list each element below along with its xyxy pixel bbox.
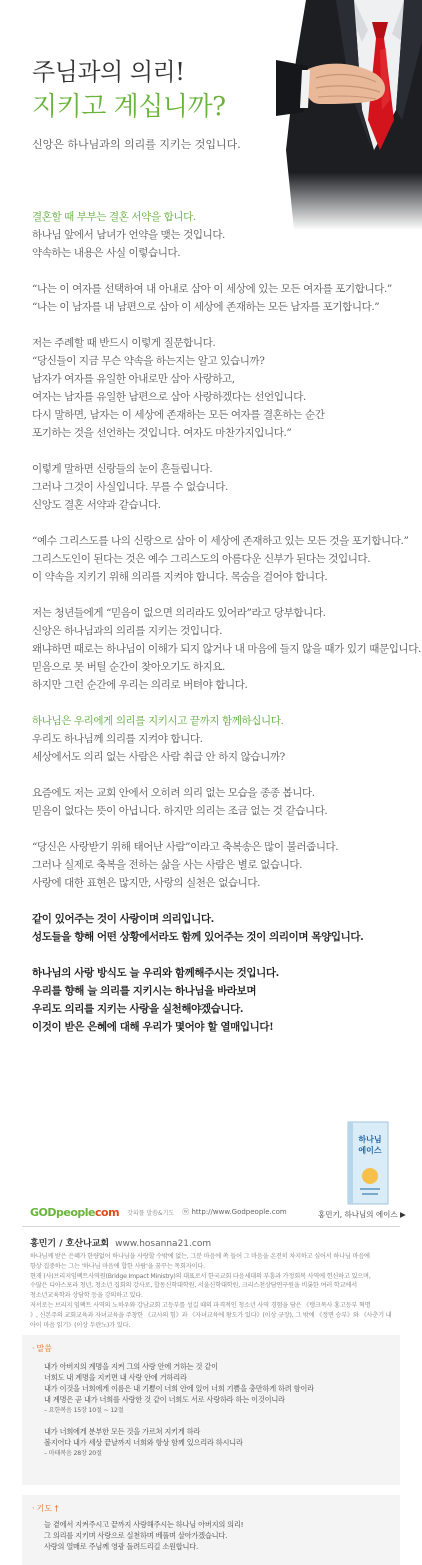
text-line: 왜냐하면 때로는 하나님이 이해가 되지 않거나 내 마음에 들지 않을 때가 있기 때문입니다.: [32, 643, 421, 655]
verse-text: [44, 1361, 314, 1459]
cross-icon: †: [54, 1504, 59, 1513]
text-line: 요즘에도 저는 교회 안에서 오히려 의리 없는 모습을 종종 봅니다.: [32, 787, 315, 799]
author-url-link[interactable]: www.hosanna21.com: [115, 1239, 212, 1249]
prayer-line: 그 의리를 지키며 사랑으로 실천하며 베풀며 살아가겠습니다.: [44, 1531, 228, 1540]
logo-main: GODpeople: [30, 1205, 96, 1219]
sermon-body: [32, 208, 421, 1054]
bio-line: 현재 (사)브리지임팩트사역원(Bridge Impact Ministry)의 대표로서 한국교회 다음세대의 부흥과 가정회복 사역에 헌신하고 있으며,: [30, 1272, 371, 1280]
text-line: “당신은 사랑받기 위해 태어난 사람”이라고 축복송은 많이 불러줍니다.: [32, 841, 339, 853]
paragraph-5: [32, 532, 409, 586]
paragraph-8: [32, 784, 394, 820]
text-line: 사랑에 대한 표현은 많지만, 사랑의 실천은 없습니다.: [32, 877, 261, 889]
text-line: 하지만 그런 순간에 우리는 의리로 버텨야 합니다.: [32, 679, 248, 691]
text-line: 저는 주례할 때 반드시 이렇게 질문합니다.: [32, 337, 216, 349]
text-line: “예수 그리스도를 나의 신랑으로 삼아 이 세상에 존재하고 있는 모든 것을 포기합니다.”: [32, 535, 409, 547]
text-line: 믿음으로 못 버틸 순간이 찾아오기도 하지요.: [32, 661, 225, 673]
text-line: 신앙도 결혼 서약과 같습니다.: [32, 499, 161, 511]
text-line: 세상에서도 의리 없는 사람은 사람 취급 안 하지 않습니까?: [32, 751, 285, 763]
bio-line: 저서로는 브리지 임팩트 사역의 노하우와 강남교회 고등부를 성길 때의 파격적인 청소년 사역 경험을 담은 《탱크목사 홍고등부 혁명: [30, 1301, 371, 1309]
text-line: 남자가 여자를 유일한 아내로만 삼아 사랑하고,: [32, 373, 235, 385]
bullet-icon: ·: [32, 1504, 35, 1513]
text-line: 여자는 남자를 유일한 남편으로 삼아 사랑하겠다는 선언입니다.: [32, 391, 306, 403]
text-line: 신앙은 하나님과의 의리를 지키는 것입니다.: [32, 625, 223, 637]
paragraph-10: [32, 910, 394, 946]
brand-url-link[interactable]: ⓦ http://www.Godpeople.com: [182, 1208, 287, 1216]
text-line: 그러나 그것이 사실입니다. 무를 수 없습니다.: [32, 481, 228, 493]
brand-tagline: 갓피플 말씀&기도: [127, 1209, 175, 1217]
book-link[interactable]: 홍민기, 하나님의 에이스 ▶: [318, 1210, 406, 1219]
text-line: “당신들이 지금 무슨 약속을 하는지는 알고 있습니까?: [32, 355, 265, 367]
author-name: [30, 1236, 211, 1249]
text-line: 저는 청년들에게 “믿음이 없으면 의리라도 있어라”라고 당부합니다.: [32, 607, 326, 619]
bullet-icon: ·: [32, 1344, 35, 1353]
bio-line: 하나님께 받은 은혜가 한량없어 하나님을 사랑할 수밖에 없는, 그분 마음에 쏙 들어 그 마음을 온전히 차지하고 싶어서 하나님 마음에: [30, 1253, 370, 1260]
bio-line: 수많은 디아스포라 청년, 청소년 집회의 강사로, 합동신학대학원, 서울신학대학원, 크리스천상담연구원을 비롯한 여러 학교에서: [30, 1282, 357, 1290]
prayer-text: [44, 1519, 243, 1552]
divider: [22, 1226, 400, 1227]
bio-line: 》, 신본주의 교회교육과 자녀교육을 주창한 《교사의 힘》과 《자녀교육에 왕도가 있다》(이상 규장), 그 밖에 《정면 승부》와 《사춘기 내: [30, 1311, 392, 1319]
verse-reference: – 마태복음 28장 20절: [44, 1450, 102, 1457]
author-bio: [30, 1252, 394, 1330]
text-line: 같이 있어주는 것이 사랑이며 의리입니다.: [32, 913, 214, 925]
prayer-box: [22, 1495, 400, 1565]
author-name-text: 홍민기 / 호산나교회: [30, 1239, 110, 1249]
text-line: 우리도 하나님께 의리를 지켜야 합니다.: [32, 733, 203, 745]
text-line: “나는 이 남자를 내 남편으로 삼아 이 세상에 존재하는 모든 남자를 포기합니다.”: [32, 301, 380, 313]
book-title-line-1: 하나님: [358, 1135, 382, 1144]
bio-line: 청소년교육학과 상담학 등을 강의하고 있다.: [30, 1292, 143, 1300]
paragraph-9: [32, 838, 394, 892]
book-cover-image[interactable]: [346, 1120, 390, 1206]
text-line: 결혼할 때 부부는 결혼 서약을 합니다.: [32, 211, 196, 223]
text-line: 우리를 향해 늘 의리를 지키시는 하나님을 바라보며: [32, 985, 257, 997]
paragraph-7: [32, 712, 394, 766]
bio-line: 아이 마음 읽기》(이상 두란노)가 있다.: [30, 1321, 131, 1329]
paragraph-3: [32, 334, 394, 442]
text-line: 다시 말하면, 남자는 이 세상에 존재하는 모든 여자를 결혼하는 순간: [32, 409, 325, 421]
text-line: 그러나 실제로 축복을 전하는 삶을 사는 사람은 별로 없습니다.: [32, 859, 303, 871]
verse-box: [22, 1335, 400, 1485]
godpeople-logo[interactable]: [30, 1206, 119, 1219]
text-line: 하나님은 우리에게 의리를 지키시고 끝까지 함께하십니다.: [32, 715, 284, 727]
text-line: 이렇게 말하면 신랑들의 눈이 흔들립니다.: [32, 463, 213, 475]
prayer-line: 사랑의 열매로 주님께 영광 돌려드리길 소원합니다.: [44, 1542, 199, 1551]
paragraph-1: [32, 208, 394, 262]
subtitle: 신앙은 하나님과의 의리를 지키는 것입니다.: [32, 138, 241, 151]
bio-line: 항상 집중하는 그는 '하나님 마음에 합한 사람'을 꿈꾸는 목회자이다.: [30, 1262, 205, 1270]
title-line-1: 주님과의 의리!: [32, 58, 185, 86]
brand-bar: [30, 1204, 287, 1220]
prayer-line: 늘 곁에서 지켜주시고 끝까지 사랑해주시는 하나님 아버지의 의리!: [44, 1520, 244, 1529]
paragraph-4: [32, 460, 394, 514]
text-line: 약속하는 내용은 사실 이렇습니다.: [32, 247, 181, 259]
text-line: 성도들을 향해 어떤 상황에서라도 함께 있어주는 것이 의리이며 목양입니다.: [32, 931, 364, 943]
text-line: 포기하는 것을 선언하는 것입니다. 여자도 마찬가지입니다.”: [32, 427, 292, 439]
text-line: 이것이 받은 은혜에 대해 우리가 몇어야 할 열매입니다!: [32, 1021, 274, 1033]
title-line-2: 지키고 계십니까?: [32, 92, 226, 122]
text-line: 하나님 앞에서 남녀가 언약을 맺는 것입니다.: [32, 229, 225, 241]
verse-heading: · 말씀: [32, 1344, 53, 1353]
text-line: 이 약속을 지키기 위해 의리를 지켜야 합니다. 목숨을 걸어야 합니다.: [32, 571, 328, 583]
text-line: 우리도 의리를 지키는 사랑을 실천해야겠습니다.: [32, 1003, 244, 1015]
book-title-line-2: 에이스: [358, 1146, 382, 1155]
text-line: “나는 이 여자를 선택하여 내 아내로 삼아 이 세상에 있는 모든 여자를 포기합니다.”: [32, 283, 392, 295]
verse-line: 볼지어다 내가 세상 끝날까지 너희와 항상 함께 있으리라 하시니라: [44, 1438, 243, 1447]
man-in-suit-illustration: [276, 0, 422, 230]
paragraph-6: [32, 604, 421, 694]
logo-suffix: com: [95, 1205, 120, 1219]
verse-line: 너희도 내 계명을 지키면 내 사랑 안에 거하리라: [44, 1373, 187, 1382]
prayer-heading: · 기도 †: [32, 1504, 59, 1513]
verse-line: 내가 아버지의 계명을 지켜 그의 사랑 안에 거하는 것 같이: [44, 1362, 218, 1371]
paragraph-2: [32, 280, 394, 316]
verse-reference: – 요한복음 15장 10절 ~ 12절: [44, 1407, 124, 1414]
text-line: 그리스도인이 된다는 것은 예수 그리스도의 아름다운 신부가 된다는 것입니다.: [32, 553, 371, 565]
verse-line: 내가 너희에게 분부한 모든 것을 가르쳐 지키게 하라: [44, 1427, 201, 1436]
header: [0, 0, 422, 220]
text-line: 하나님의 사랑 방식도 늘 우리와 함께해주시는 것입니다.: [32, 967, 279, 979]
paragraph-11: [32, 964, 394, 1036]
verse-line: 내가 이것을 너희에게 이름은 내 기쁨이 너희 안에 있어 너희 기쁨을 충만하게 하려 함이라: [44, 1384, 314, 1393]
verse-line: 내 계명은 곧 내가 너희를 사랑한 것 같이 너희도 서로 사랑하라 하는 이것이니라: [44, 1395, 285, 1404]
text-line: 믿음이 없다는 뜻이 아닙니다. 하지만 의리는 조금 없는 것 같습니다.: [32, 805, 328, 817]
